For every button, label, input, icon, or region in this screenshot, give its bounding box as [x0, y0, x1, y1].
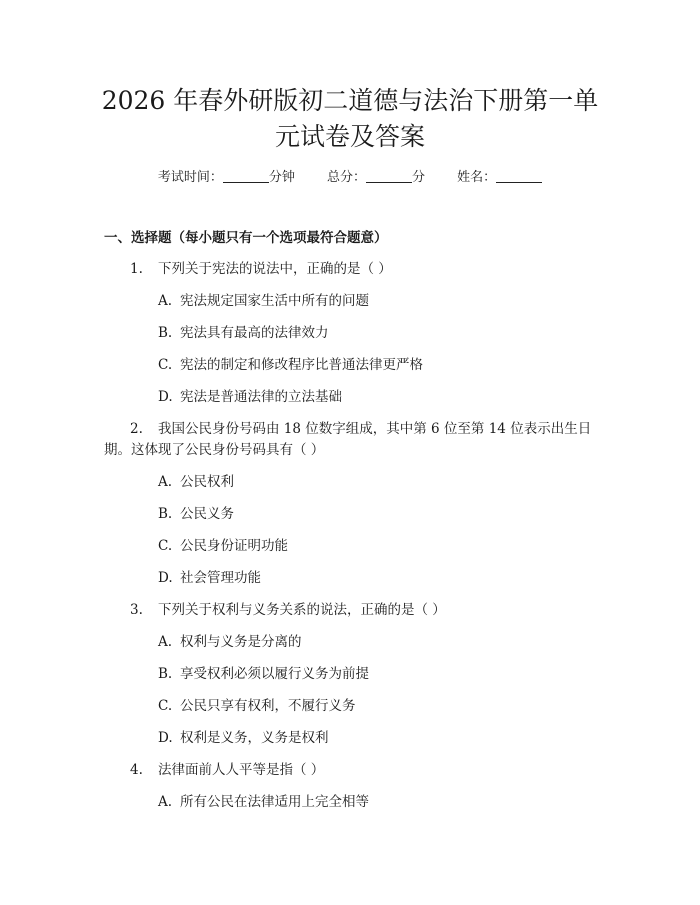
option-3b [158, 664, 369, 684]
question-number: 2. [130, 421, 143, 437]
option-letter: C. [158, 538, 173, 554]
question-2 [130, 419, 591, 439]
option-letter: A. [158, 794, 173, 810]
total-score-blank [366, 168, 412, 183]
option-3c [158, 696, 356, 716]
question-text: 法律面前人人平等是指（ ） [158, 762, 325, 778]
option-2b [158, 504, 234, 524]
option-4a [158, 792, 369, 812]
option-text: 宪法是普通法律的立法基础 [180, 389, 342, 405]
option-letter: D. [158, 389, 173, 405]
student-name-label: 姓名： [457, 170, 497, 185]
exam-time-unit: 分钟 [268, 170, 295, 185]
option-text: 宪法规定国家生活中所有的问题 [180, 293, 369, 309]
student-name-field [457, 168, 542, 188]
option-text: 公民权利 [180, 474, 234, 490]
option-text: 权利与义务是分离的 [180, 634, 302, 650]
option-letter: B. [158, 666, 173, 682]
question-number: 1. [130, 261, 143, 277]
question-text: 我国公民身份号码由 18 位数字组成，其中第 6 位至第 14 位表示出生日 [158, 421, 592, 437]
option-1c [158, 355, 423, 375]
question-text: 下列关于权利与义务关系的说法，正确的是（ ） [158, 602, 446, 618]
question-number: 4. [130, 762, 143, 778]
question-2-continuation: 期。这体现了公民身份号码具有（ ） [104, 442, 325, 458]
option-letter: D. [158, 730, 173, 746]
option-text: 享受权利必须以履行义务为前提 [180, 666, 369, 682]
exam-time-label: 考试时间： [157, 170, 223, 185]
option-letter: A. [158, 634, 173, 650]
option-text: 公民只享有权利，不履行义务 [180, 698, 356, 714]
exam-time-blank [223, 168, 269, 183]
option-letter: C. [158, 698, 173, 714]
exam-time-field [158, 168, 295, 188]
option-text: 宪法具有最高的法律效力 [180, 325, 329, 341]
option-3a [158, 632, 302, 652]
exam-info-row [0, 168, 700, 188]
option-text: 公民身份证明功能 [180, 538, 288, 554]
option-2c [158, 536, 288, 556]
section-heading: 一、选择题（每小题只有一个选项最符合题意） [104, 230, 388, 246]
document-title-line1: 2026 年春外研版初二道德与法治下册第一单 [101, 86, 599, 115]
question-1 [130, 259, 392, 279]
question-4 [130, 760, 324, 780]
question-3 [130, 600, 446, 620]
total-score-field [327, 168, 425, 188]
option-2d [158, 568, 261, 588]
option-letter: D. [158, 570, 173, 586]
option-letter: A. [158, 293, 173, 309]
option-letter: B. [158, 506, 173, 522]
option-text: 权利是义务，义务是权利 [180, 730, 329, 746]
option-text: 所有公民在法律适用上完全相等 [180, 794, 369, 810]
option-3d [158, 728, 329, 748]
option-letter: A. [158, 474, 173, 490]
option-text: 社会管理功能 [180, 570, 261, 586]
option-text: 公民义务 [180, 506, 234, 522]
student-name-blank [496, 168, 542, 183]
question-number: 3. [130, 602, 143, 618]
option-text: 宪法的制定和修改程序比普通法律更严格 [180, 357, 423, 373]
option-letter: B. [158, 325, 173, 341]
option-letter: C. [158, 357, 173, 373]
option-1a [158, 291, 369, 311]
document-title-line2: 元试卷及答案 [274, 122, 425, 151]
option-1b [158, 323, 329, 343]
option-1d [158, 387, 342, 407]
total-score-unit: 分 [412, 170, 426, 185]
option-2a [158, 472, 234, 492]
total-score-label: 总分： [326, 170, 366, 185]
question-text: 下列关于宪法的说法中，正确的是（ ） [158, 261, 392, 277]
